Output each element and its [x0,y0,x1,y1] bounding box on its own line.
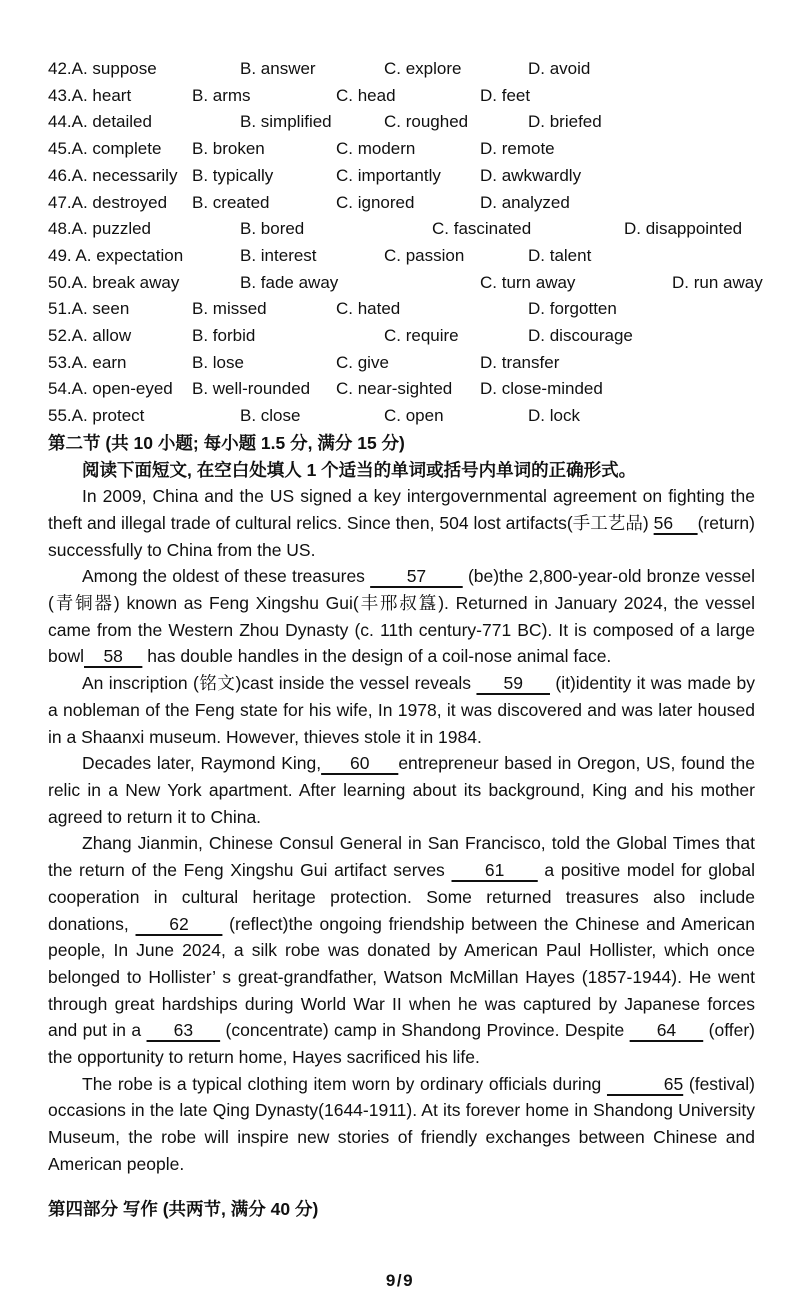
blank-65: 65 [606,1073,684,1094]
text-run: (return) successfully to China from the US. [48,512,755,560]
text-run: (offer) the opportunity to return home, Hayes sacrificed his life. [48,1020,755,1068]
section-4-header: 第四部分 写作 (共两节, 满分 40 分) [48,1198,319,1219]
blank-61: 61 [451,860,538,881]
blank-58: 58 [84,646,143,667]
text-run: (it)identity it was made by a nobleman of the Feng state for his wife, In 1978, it was discovered and was later housed in a Shaanxi museum. However, thieves stole it in 1984. [48,673,755,747]
question-row-45: 45.A. complete B. broken C. modern D. remote [48,139,555,159]
cloze-options-block [48,56,763,430]
question-row-48: 48.A. puzzled B. bored C. fascinated D. disappointed [48,219,743,239]
text-run: Among the oldest of these treasures [82,566,371,587]
text-run: In 2009, China and the US signed a key intergovernmental agreement on fighting the theft and illegal trade of cultural relics. Since then, 504 lost artifacts(手工艺品) [48,486,755,533]
passage-paragraph-4 [48,750,755,830]
text-run: (concentrate) camp in Shandong Province. Despite [220,1020,630,1041]
passage-paragraph-1 [48,483,755,563]
section-2-instruction: 阅读下面短文, 在空白处填人 1 个适当的单词或括号内单词的正确形式。 [82,459,637,480]
text-run: Decades later, Raymond King, [82,753,322,774]
text-run: (reflect)the ongoing friendship between the Chinese and American people, In June 2024, a silk robe was donated by American Paul Hollister, which once belonged to Hollister’ s great-grandfather, Watson McMillan Hayes (1857-1944). He went through great hardships during World War II when he was captured by Japanese forces and put in a [48,913,756,1041]
passage-paragraph-2 [48,563,755,670]
question-row-49: 49. A. expectation B. interest C. passion D. talent [48,245,592,265]
question-row-47: 47.A. destroyed B. created C. ignored D. analyzed [48,192,570,212]
section-2-header: 第二节 (共 10 小题; 每小题 1.5 分, 满分 15 分) [48,432,405,453]
question-row-50: 50.A. break away B. fade away C. turn away D. run away [48,272,763,292]
blank-63: 63 [146,1020,221,1041]
page-number: 9/9 [385,1271,415,1291]
text-run: entrepreneur based in Oregon, US, found the relic in a New York apartment. After learning about its background, King and his mother agreed to return it to China. [48,753,755,827]
text-run: The robe is a typical clothing item worn by ordinary officials during [82,1073,607,1094]
text-run: (be)the 2,800-year-old bronze vessel (青铜器) known as Feng Xingshu Gui(丰邢叔簋). Returned in January 2024, the vessel came from the Western Zhou Dynasty (c. 11th century-771 BC). It is composed of a large bowl [48,566,756,667]
question-row-51: 51.A. seen B. missed C. hated D. forgotten [48,299,617,319]
text-run: (festival) occasions in the late Qing Dynasty(1644-1911). At its forever home in Shandong University Museum, the robe will inspire new stories of friendly exchanges between Chinese and American people. [48,1073,755,1174]
question-row-53: 53.A. earn B. lose C. give D. transfer [48,352,560,372]
passage-paragraph-5 [48,830,755,1070]
question-row-52: 52.A. allow B. forbid C. require D. discourage [48,326,633,346]
question-row-46: 46.A. necessarily B. typically C. importantly D. awkwardly [48,165,582,185]
question-row-42: 42.A. suppose B. answer C. explore D. avoid [48,59,591,78]
question-row-43: 43.A. heart B. arms C. head D. feet [48,85,531,105]
blank-60: 60 [321,753,399,774]
blank-62: 62 [135,913,223,934]
passage-paragraph-6 [48,1071,755,1178]
blank-57: 57 [370,566,463,587]
text-run: has double handles in the design of a coil-nose animal face. [142,646,612,667]
blank-56: 56 [653,512,698,533]
text-run: An inscription (铭文)cast inside the vessel reveals [82,673,477,694]
text-run: a positive model for global cooperation in cultural heritage protection. Some returned treasures also include donations, [48,860,756,934]
blank-64: 64 [629,1020,704,1041]
question-row-54: 54.A. open-eyed B. well-rounded C. near-sighted D. close-minded [48,379,603,399]
blank-59: 59 [476,673,550,694]
passage-paragraph-3 [48,670,755,750]
text-run: Zhang Jianmin, Chinese Consul General in San Francisco, told the Global Times that the return of the Feng Xingshu Gui artifact serves [48,833,755,881]
question-row-44: 44.A. detailed B. simplified C. roughed D. briefed [48,112,602,132]
question-row-55: 55.A. protect B. close C. open D. lock [48,406,580,426]
